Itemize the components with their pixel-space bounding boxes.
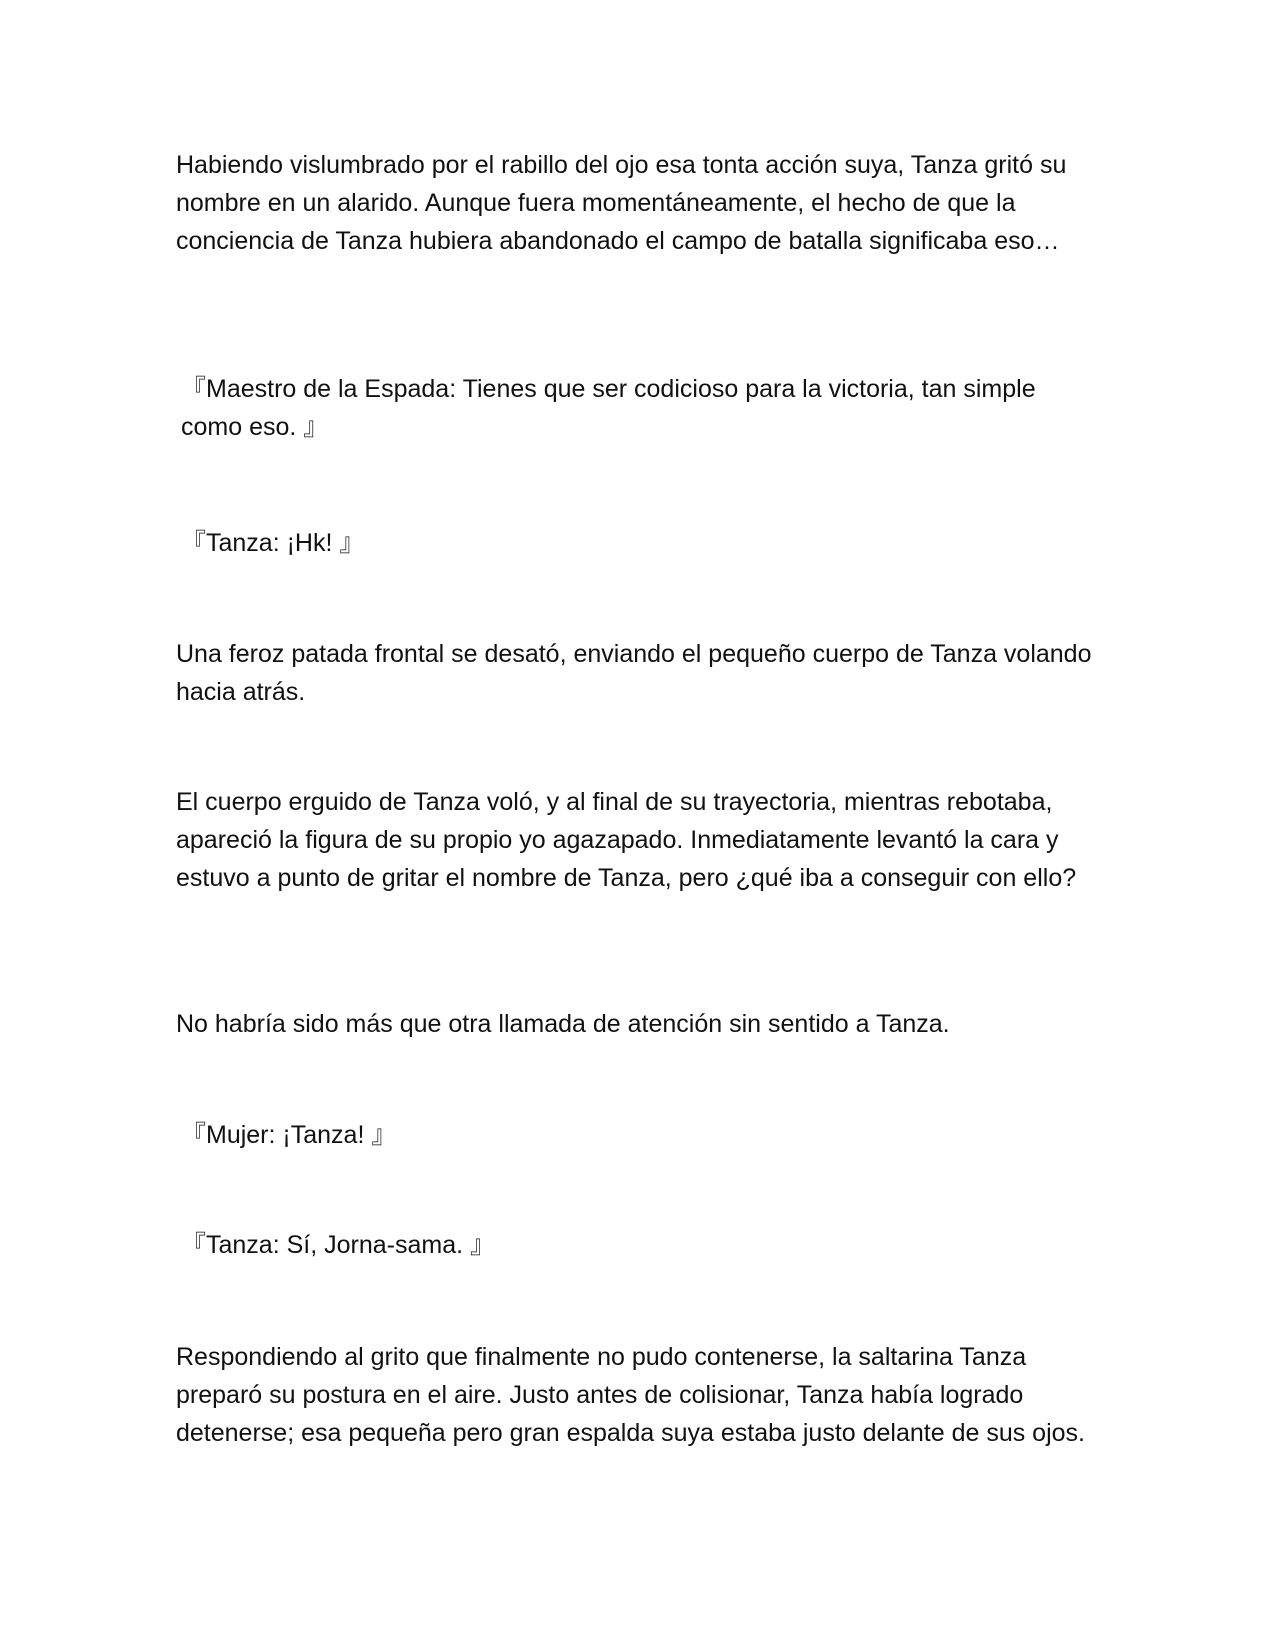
dialogue-tanza-si: 『Tanza: Sí, Jorna-sama. 』: [181, 1231, 496, 1259]
paragraph-2: Una feroz patada frontal se desató, enviando el pequeño cuerpo de Tanza volando hacia atrás.: [176, 640, 1092, 706]
dialogue-maestro: 『Maestro de la Espada: Tienes que ser codicioso para la victoria, tan simple como eso. 』: [181, 375, 1036, 441]
paragraph-4: No habría sido más que otra llamada de atención sin sentido a Tanza.: [176, 1010, 950, 1038]
paragraph-1: Habiendo vislumbrado por el rabillo del ojo esa tonta acción suya, Tanza gritó su nombre en un alarido. Aunque fuera momentáneamente, el hecho de que la conciencia de Tanza hubiera abandonado el campo de batalla significaba eso…: [176, 151, 1067, 255]
dialogue-tanza-hk: 『Tanza: ¡Hk! 』: [181, 529, 365, 557]
paragraph-5: Respondiendo al grito que finalmente no pudo contenerse, la saltarina Tanza preparó su postura en el aire. Justo antes de colisionar, Tanza había logrado detenerse; esa pequeña pero gran espalda suya estaba justo delante de sus ojos.: [176, 1343, 1085, 1447]
dialogue-mujer: 『Mujer: ¡Tanza! 』: [181, 1121, 397, 1149]
paragraph-3: El cuerpo erguido de Tanza voló, y al final de su trayectoria, mientras rebotaba, apareció la figura de su propio yo agazapado. Inmediatamente levantó la cara y estuvo a punto de gritar el nombre de Tanza, pero ¿qué iba a conseguir con ello?: [176, 788, 1077, 892]
